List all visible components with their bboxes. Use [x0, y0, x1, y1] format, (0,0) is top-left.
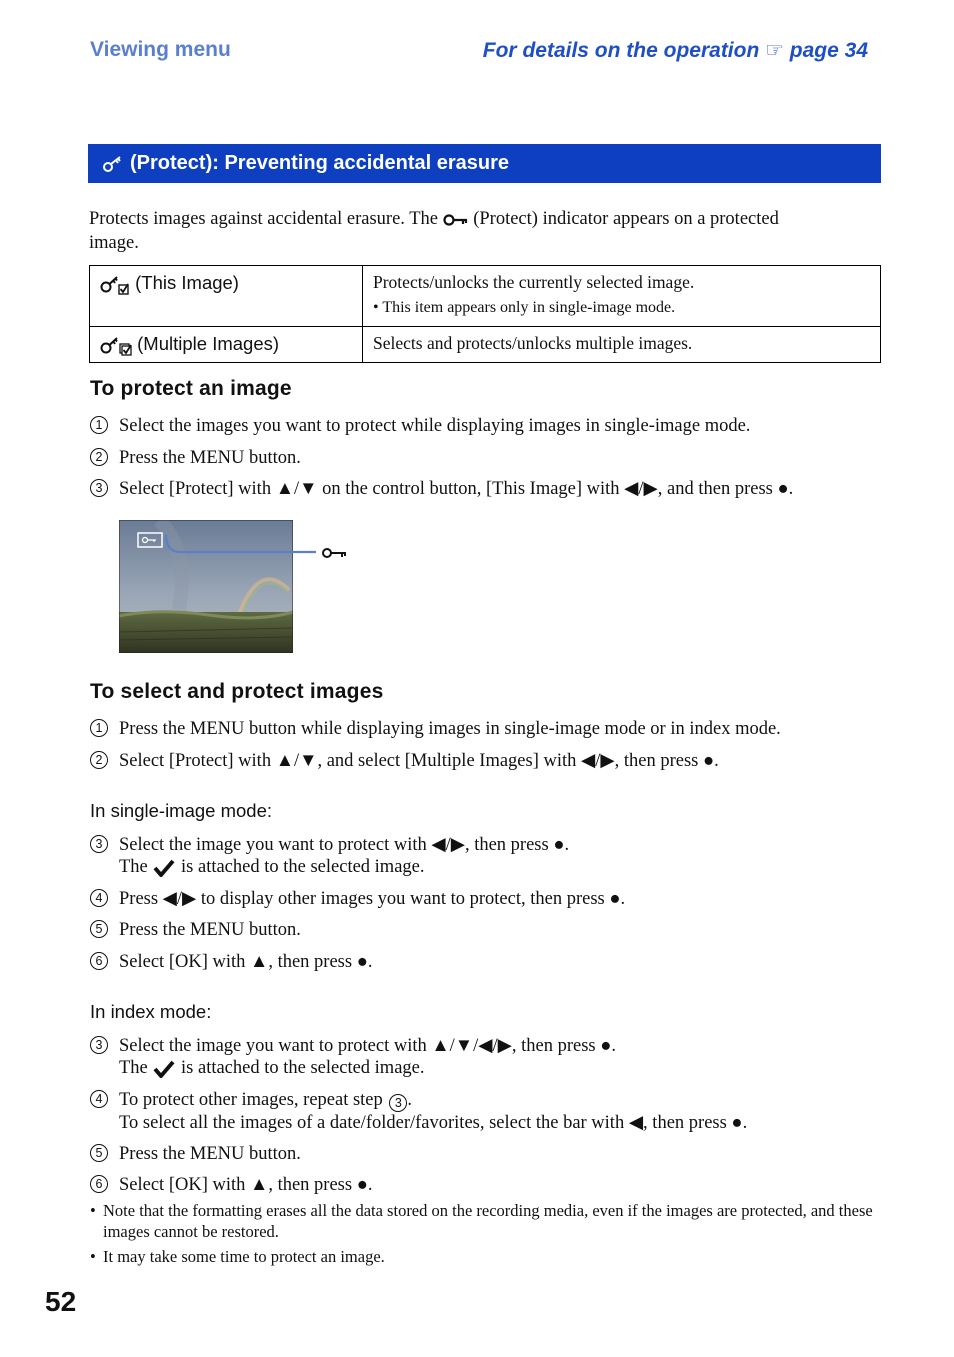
section-title-bar: [88, 144, 881, 183]
list-item: [90, 478, 793, 500]
intro-text-c: image.: [89, 233, 139, 253]
option-label: (This Image): [135, 272, 239, 293]
page-number: 52: [45, 1286, 77, 1317]
intro-text-b: (Protect) indicator appears on a protected: [473, 209, 779, 229]
list-item: [90, 951, 373, 973]
step-text: is attached to the selected image.: [181, 857, 425, 877]
option-description-text: Protects/unlocks the currently selected image.: [373, 272, 695, 292]
step-text: .: [407, 1090, 413, 1110]
step-text: Press the MENU button.: [119, 1144, 301, 1164]
step-reference: 3: [389, 1094, 407, 1112]
subheading-index-mode: In index mode:: [90, 1001, 212, 1022]
step-number: 6: [90, 952, 108, 970]
step-number: 3: [90, 479, 108, 497]
step-continuation: [119, 856, 569, 878]
intro-text-a: Protects images against accidental erasure. The: [89, 209, 438, 229]
list-item: [90, 1089, 747, 1134]
subheading-single-mode: In single-image mode:: [90, 800, 273, 821]
step-number: 5: [90, 1144, 108, 1162]
protect-multiple-icon: [100, 334, 132, 356]
heading-select-protect: To select and protect images: [90, 680, 384, 703]
option-description: Selects and protects/unlocks multiple images.: [363, 327, 881, 363]
option-note: • This item appears only in single-image mode.: [373, 299, 676, 316]
note-item: • It may take some time to protect an image.: [90, 1247, 385, 1266]
operation-reference-link[interactable]: For details on the operation ☞ page 34: [482, 39, 868, 62]
note-item: • Note that the formatting erases all the data stored on the recording media, even if the images are protected, and these images cannot be restored.: [90, 1200, 880, 1242]
checkmark-icon: [152, 858, 176, 878]
step-text: Select the image you want to protect with ◀/▶, then press ●.: [119, 835, 570, 855]
step-text: Press the MENU button.: [119, 920, 301, 940]
step-continuation: [119, 1057, 616, 1079]
table-row: [90, 327, 881, 363]
step-text: The: [119, 857, 148, 877]
step-text: To protect other images, repeat step: [119, 1090, 383, 1110]
step-number: 4: [90, 889, 108, 907]
step-text: To select all the images of a date/folder/favorites, select the bar with ◀, then press ●.: [119, 1113, 748, 1133]
note-text: It may take some time to protect an image.: [103, 1247, 385, 1266]
step-text: Select the image you want to protect with ▲/▼/◀/▶, then press ●.: [119, 1036, 617, 1056]
section-title: (Protect): Preventing accidental erasure: [130, 152, 510, 174]
step-number: 6: [90, 1175, 108, 1193]
list-item: [90, 415, 750, 437]
option-note-text: This item appears only in single-image mode.: [382, 299, 676, 316]
protect-key-icon: [102, 155, 124, 173]
protect-options-table: [89, 265, 881, 363]
option-label: (Multiple Images): [137, 333, 280, 354]
step-line: [119, 1089, 747, 1112]
indicator-callout-line: [160, 528, 360, 568]
step-number: 2: [90, 751, 108, 769]
table-row: [90, 266, 881, 327]
heading-protect-image: To protect an image: [90, 377, 292, 400]
step-text: Select [OK] with ▲, then press ●.: [119, 952, 373, 972]
list-item: [90, 834, 569, 878]
step-text: is attached to the selected image.: [181, 1058, 425, 1078]
step-number: 2: [90, 448, 108, 466]
step-text: Select [OK] with ▲, then press ●.: [119, 1175, 373, 1195]
list-item: [90, 1174, 373, 1196]
intro-paragraph: [89, 207, 884, 255]
step-text: Press the MENU button.: [119, 448, 301, 468]
list-item: [90, 888, 625, 910]
step-text: Select the images you want to protect while displaying images in single-image mode.: [119, 416, 751, 436]
option-description: [363, 266, 881, 327]
checkmark-icon: [152, 1059, 176, 1079]
list-item: [90, 1143, 301, 1165]
protect-single-icon: [100, 273, 130, 295]
step-number: 1: [90, 416, 108, 434]
step-number: 3: [90, 1036, 108, 1054]
list-item: [90, 718, 781, 740]
list-item: [90, 750, 719, 772]
note-text: Note that the formatting erases all the data stored on the recording media, even if the images are protected, and these images cannot be restored.: [103, 1201, 873, 1241]
step-number: 3: [90, 835, 108, 853]
step-text: Select [Protect] with ▲/▼, and select [Multiple Images] with ◀/▶, then press ●.: [119, 751, 719, 771]
list-item: [90, 919, 301, 941]
protect-indicator-icon: [443, 213, 469, 227]
step-number: 1: [90, 719, 108, 737]
step-text: Press the MENU button while displaying images in single-image mode or in index mode.: [119, 719, 781, 739]
step-number: 4: [90, 1090, 108, 1108]
list-item: [90, 447, 301, 469]
running-header-title: Viewing menu: [90, 38, 231, 61]
step-text: The: [119, 1058, 148, 1078]
option-this-image[interactable]: [90, 266, 363, 327]
step-number: 5: [90, 920, 108, 938]
step-text: Press ◀/▶ to display other images you want to protect, then press ●.: [119, 889, 626, 909]
list-item: [90, 1035, 616, 1079]
step-text: Select [Protect] with ▲/▼ on the control button, [This Image] with ◀/▶, and then press ●.: [119, 479, 794, 499]
option-multiple-images[interactable]: [90, 327, 363, 363]
